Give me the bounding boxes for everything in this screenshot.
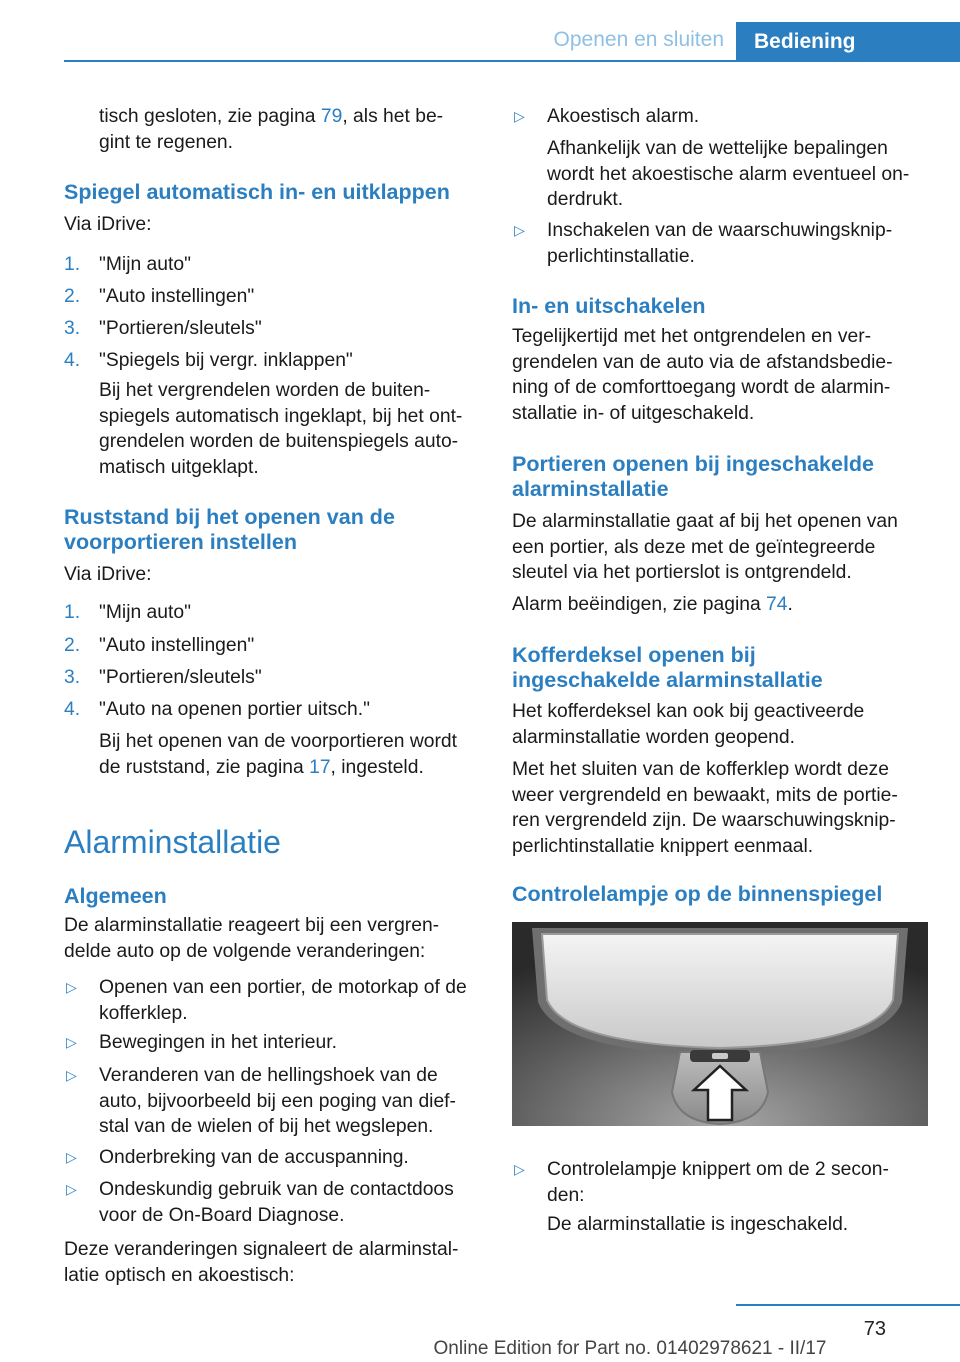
triangle-bullet-icon: ▷ (66, 1181, 77, 1197)
list-item: Onderbreking van de accuspanning. (99, 1147, 409, 1168)
trunk-text-1: Het kofferdeksel kan ook bij geactiveerde alarminstallatie worden geopend. (512, 701, 865, 748)
list-item: "Portieren/sleutels" (99, 318, 262, 339)
triangle-bullet-icon: ▷ (66, 979, 77, 995)
alarm-end-text: Alarm beëindigen, zie pagina 74. (512, 594, 793, 615)
list-item: Veranderen van de hellingshoek van de auto, bijvoorbeeld bij een poging van dief- stal van de wielen of bij het wegslepen. (99, 1065, 456, 1138)
list-item: Inschakelen van de waarschuwingsknip- perlichtinstallatie. (547, 220, 893, 267)
trunk-text-2: Met het sluiten van de kofferklep wordt deze weer vergrendeld en bewaakt, mits de portie- ren vergrendeld zijn. De waarschuwingsknip- perlichtinstallatie knippert eenmaal. (512, 759, 898, 857)
rearview-mirror-image (512, 922, 928, 1126)
list-item: "Auto na openen portier uitsch." (99, 699, 370, 720)
heading-general: Algemeen (64, 884, 167, 908)
heading-doors-open: Portieren openen bij ingeschakelde alarminstallatie (512, 452, 875, 501)
list-item: "Auto instellingen" (99, 286, 255, 307)
triangle-bullet-icon: ▷ (514, 108, 525, 124)
triangle-bullet-icon: ▷ (66, 1034, 77, 1050)
page-link-74[interactable]: 74 (766, 594, 788, 615)
doors-text: De alarminstallatie gaat af bij het openen van een portier, als deze met de geïntegreerde sleutel via het portierslot is ontgrendeld. (512, 511, 898, 584)
bullet-note: Afhankelijk van de wettelijke bepalingen wordt het akoestische alarm eventueel on- derdrukt. (547, 138, 910, 211)
list-item: Controlelampje knippert om de 2 secon- den: (547, 1159, 889, 1206)
heading-rest-position: Ruststand bij het openen van de voorportieren instellen (64, 505, 395, 554)
closing-text: Deze veranderingen signaleert de alarminstal- latie optisch en akoestisch: (64, 1239, 459, 1286)
step-note-1: Bij het vergrendelen worden de buiten- spiegels automatisch ingeklapt, bij het ont- grendelen worden de buitenspiegels auto- matisch uitgeklapt. (99, 380, 463, 478)
list-item: "Mijn auto" (99, 254, 191, 275)
intro-text: tisch gesloten, zie pagina 79, als het be- gint te regenen. (99, 106, 444, 153)
heading-on-off: In- en uitschakelen (512, 294, 706, 318)
footer-rule (736, 1304, 960, 1306)
list-item: Bewegingen in het interieur. (99, 1032, 337, 1053)
edition-footer: Online Edition for Part no. 01402978621 - II/17 (433, 1338, 827, 1359)
page-link-79[interactable]: 79 (320, 106, 343, 127)
heading-trunk-open: Kofferdeksel openen bij ingeschakelde alarminstallatie (512, 643, 823, 692)
list-item: "Portieren/sleutels" (99, 667, 262, 688)
list-item: Akoestisch alarm. (547, 106, 700, 127)
on-off-text: Tegelijkertijd met het ontgrendelen en ver- grendelen van de auto via de afstandsbedie- ning of de comforttoegang wordt de alarmin- stallatie in- of uitgeschakeld. (512, 326, 893, 424)
via-idrive-2: Via iDrive: (64, 564, 152, 585)
chapter-tab: Bediening (736, 22, 960, 62)
section-title: Openen en sluiten (553, 28, 724, 51)
heading-mirror-fold: Spiegel automatisch in- en uitklappen (64, 180, 450, 204)
list-item: "Auto instellingen" (99, 635, 255, 656)
heading-alarm-system: Alarminstallatie (64, 824, 281, 860)
bullet-note: De alarminstallatie is ingeschakeld. (547, 1214, 849, 1235)
triangle-bullet-icon: ▷ (514, 222, 525, 238)
triangle-bullet-icon: ▷ (514, 1161, 525, 1177)
list-item: Ondeskundig gebruik van de contactdoos voor de On-Board Diagnose. (99, 1179, 454, 1226)
list-item: Openen van een portier, de motorkap of de kofferklep. (99, 977, 467, 1024)
page-link-17[interactable]: 17 (309, 756, 331, 778)
step-note-2: Bij het openen van de voorportieren wordt de ruststand, zie pagina 17, ingesteld. (99, 731, 458, 778)
page-number: 73 (863, 1318, 886, 1340)
triangle-bullet-icon: ▷ (66, 1067, 77, 1083)
via-idrive-1: Via iDrive: (64, 214, 152, 235)
list-item: "Spiegels bij vergr. inklappen" (99, 350, 353, 371)
general-text: De alarminstallatie reageert bij een vergren- delde auto op de volgende veranderingen: (64, 915, 440, 962)
rearview-mirror-illustration (512, 922, 928, 1126)
triangle-bullet-icon: ▷ (66, 1149, 77, 1165)
heading-indicator-lamp: Controlelampje op de binnenspiegel (512, 882, 883, 906)
list-item: "Mijn auto" (99, 602, 191, 623)
